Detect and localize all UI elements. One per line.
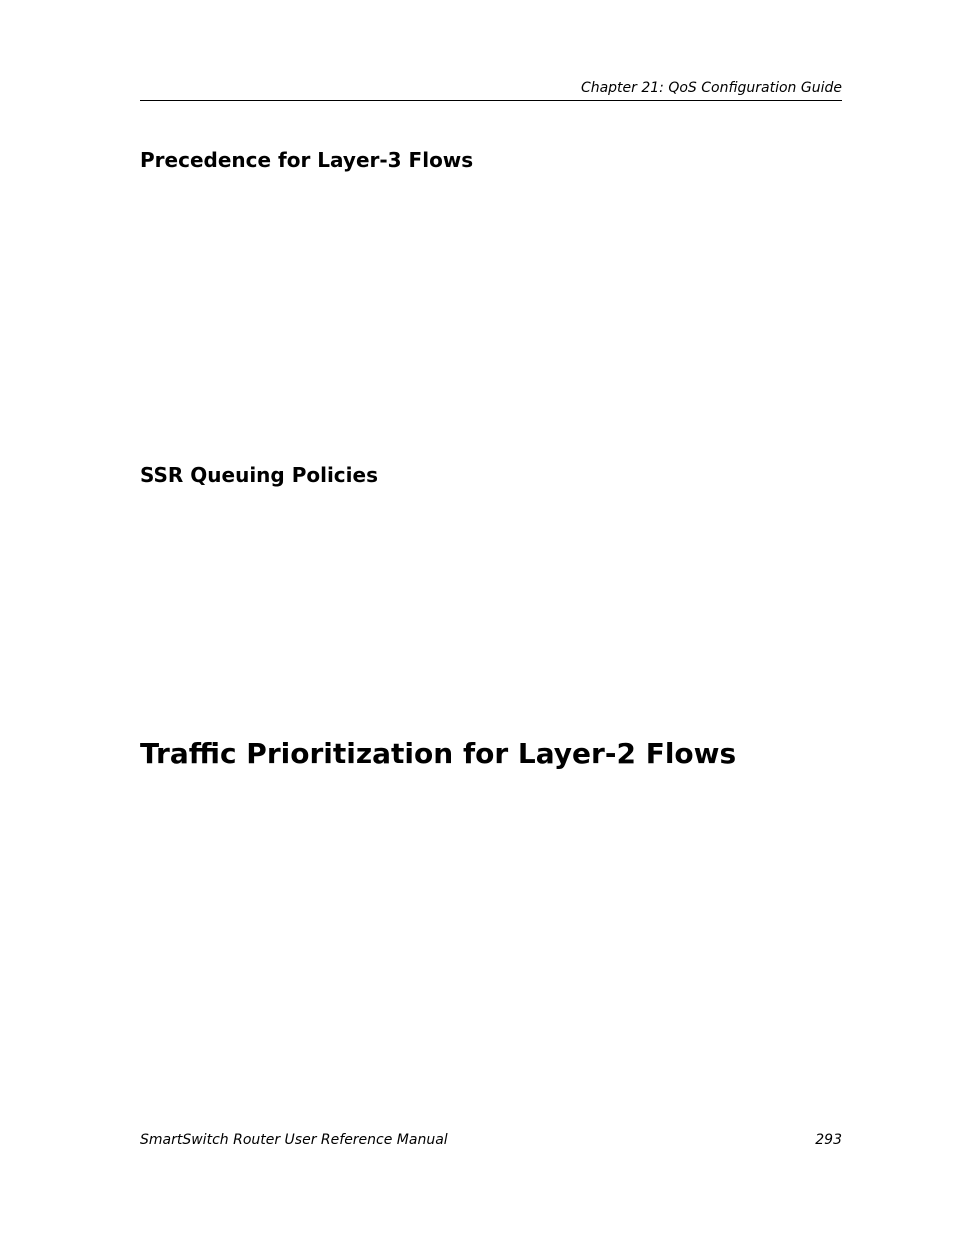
- heading-precedence-layer3: Precedence for Layer-3 Flows: [140, 148, 474, 172]
- header-rule: [140, 100, 842, 101]
- heading-traffic-prioritization-layer2: Traffic Prioritization for Layer-2 Flows: [140, 737, 737, 770]
- running-header: Chapter 21: QoS Configuration Guide: [580, 80, 842, 96]
- footer-manual-title: SmartSwitch Router User Reference Manual: [140, 1132, 448, 1148]
- footer-page-number: 293: [815, 1132, 842, 1148]
- heading-ssr-queuing-policies: SSR Queuing Policies: [140, 463, 378, 487]
